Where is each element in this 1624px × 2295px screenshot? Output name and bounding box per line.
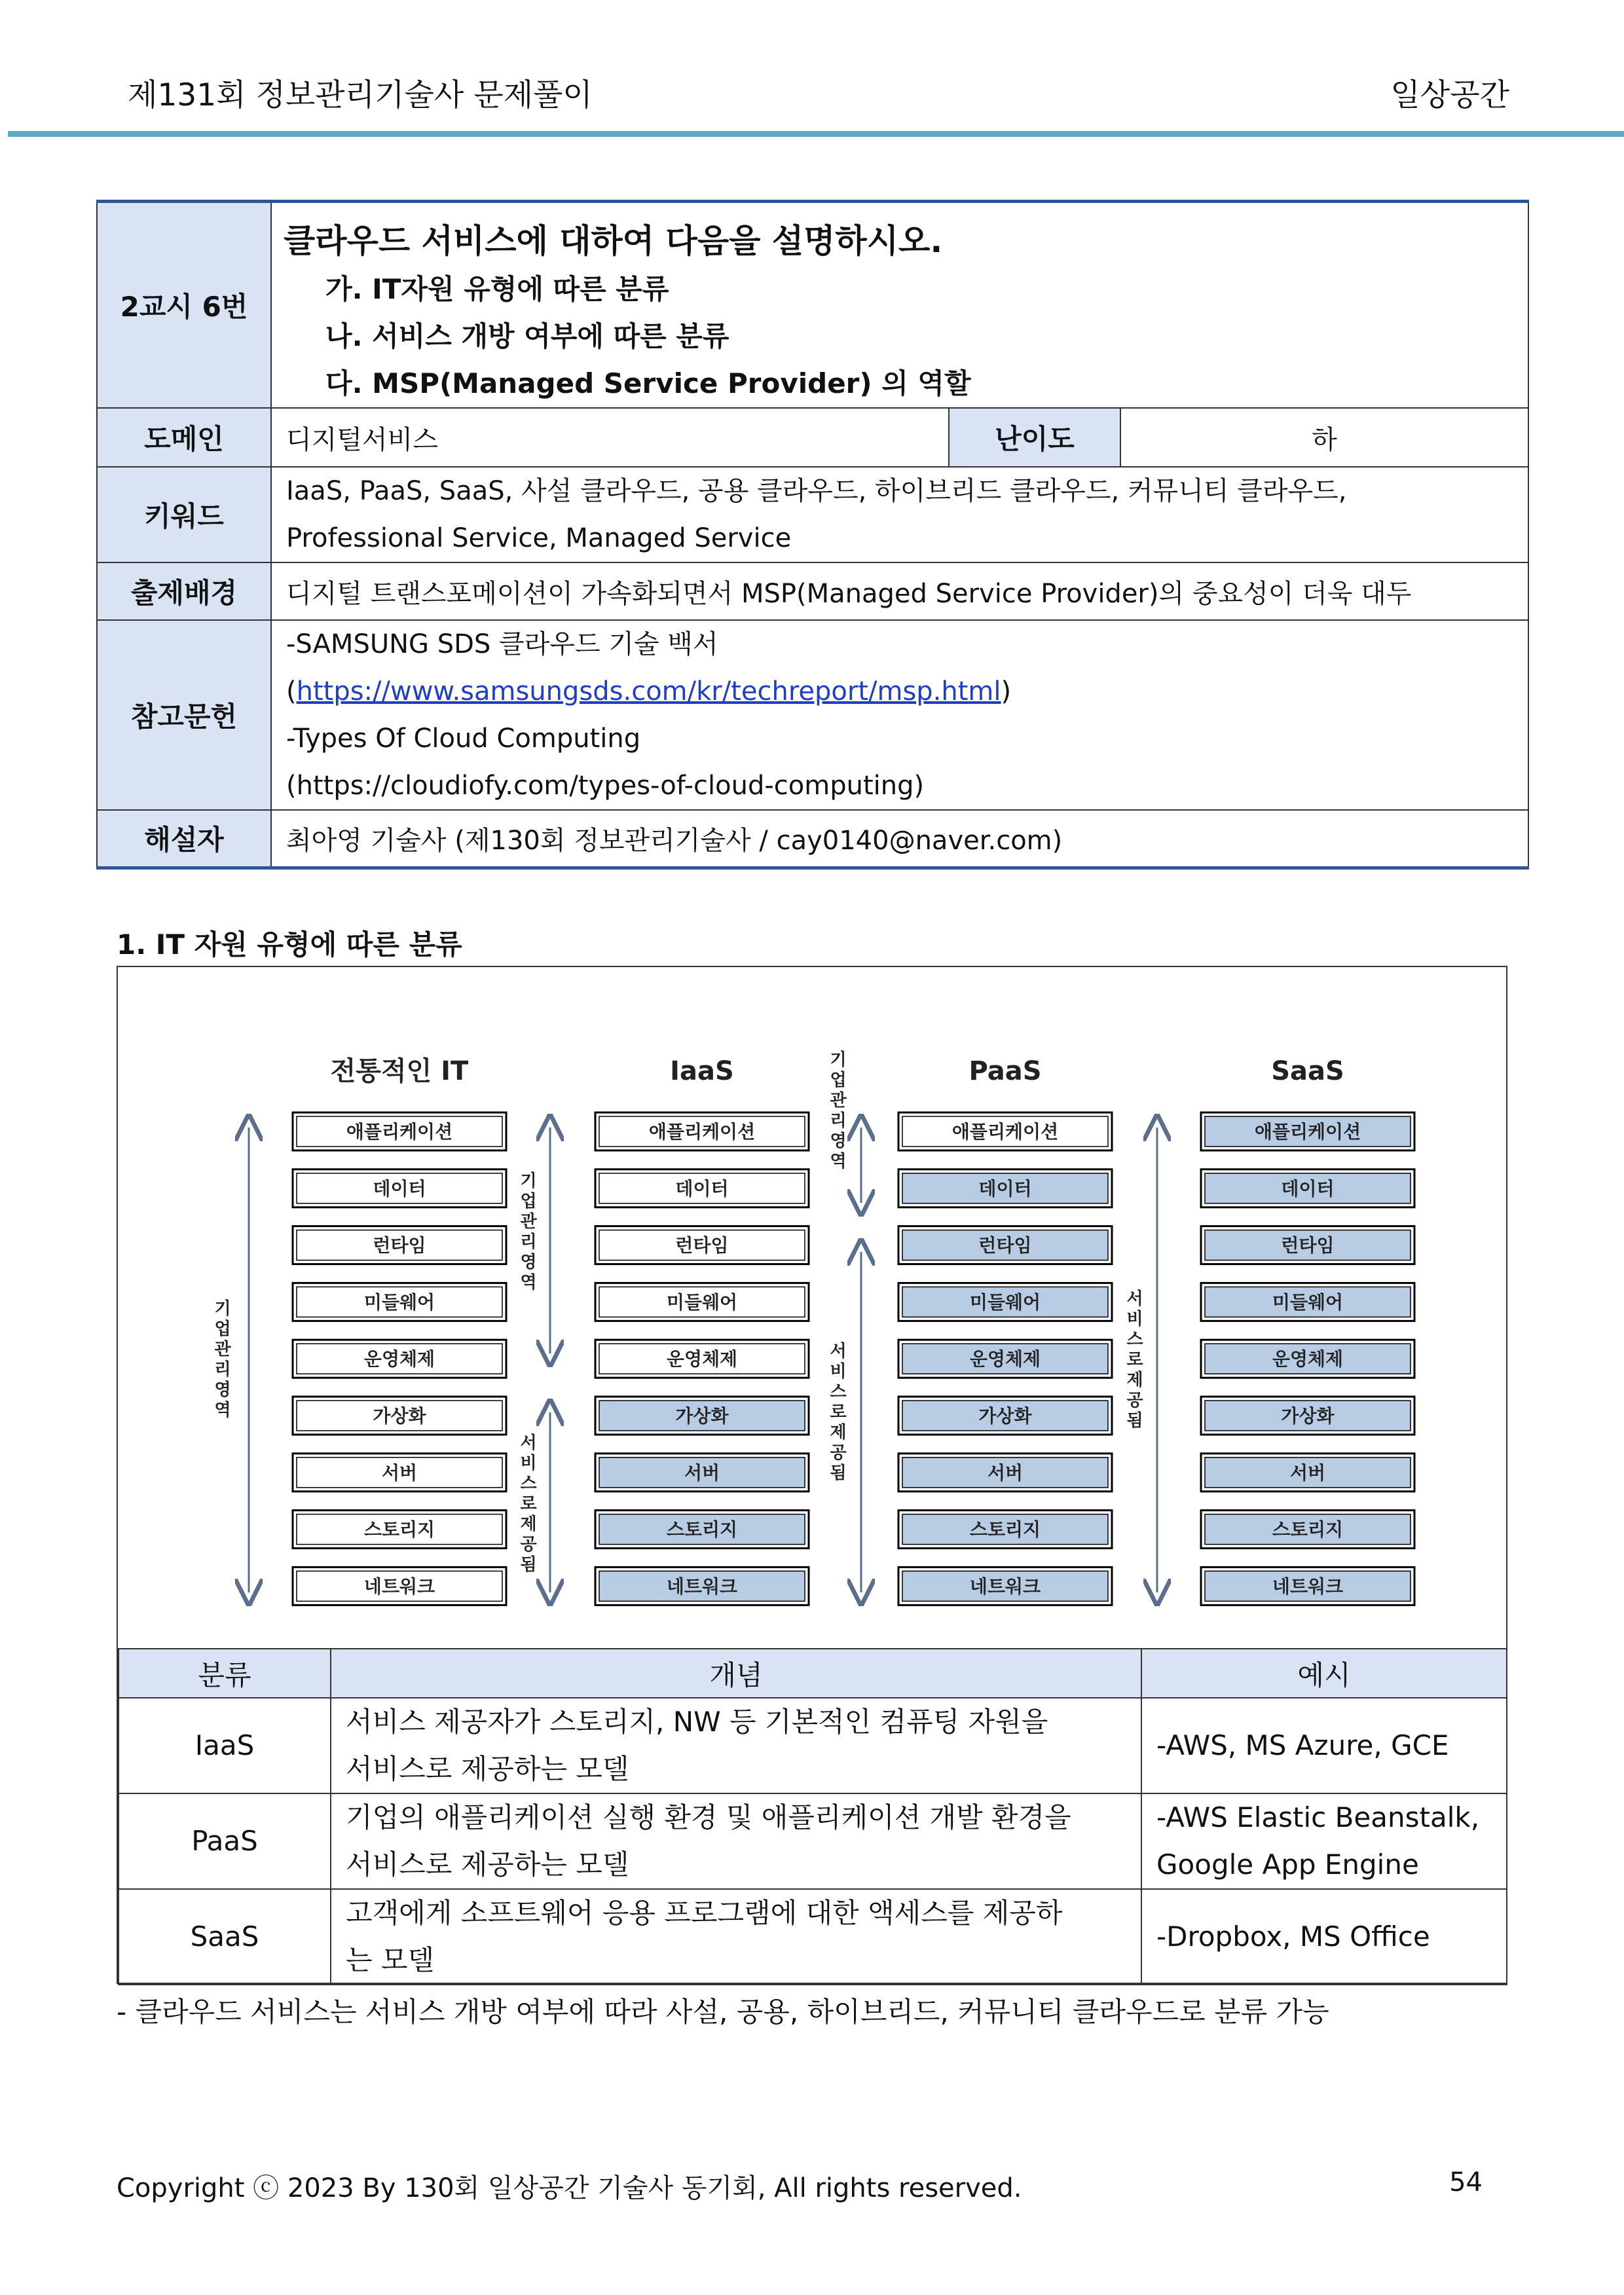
- question-info-table: [96, 200, 1529, 870]
- layer-box: [293, 1340, 506, 1378]
- example-cell: [1141, 1889, 1507, 1985]
- layer-label: 서버: [987, 1461, 1024, 1484]
- author-label: 해설자: [97, 810, 271, 868]
- layer-label: 스토리지: [363, 1518, 435, 1541]
- layer-label: 운영체제: [363, 1348, 435, 1370]
- example-line: -AWS Elastic Beanstalk,: [1156, 1801, 1480, 1833]
- layer-label: 미들웨어: [666, 1291, 738, 1313]
- layer-label: 스토리지: [969, 1518, 1041, 1541]
- layer-label: 운영체제: [1272, 1348, 1344, 1370]
- page-header: [128, 71, 1509, 113]
- keyword-line: IaaS, PaaS, SaaS, 사설 클라우드, 공용 클라우드, 하이브리드 클라우드, 커뮤니티 클라우드,: [286, 476, 1347, 506]
- note-text: - 클라우드 서비스는 서비스 개방 여부에 따라 사설, 공용, 하이브리드, 커뮤니티 클라우드로 분류 가능: [117, 1996, 1329, 2028]
- layer-box: [1201, 1226, 1414, 1264]
- header-divider: [8, 131, 1624, 137]
- example-line: Google App Engine: [1156, 1848, 1419, 1881]
- area-label: 기 업 관 리 영 역: [214, 1299, 231, 1420]
- layer-box: [293, 1169, 506, 1207]
- classification-frame: [117, 966, 1507, 1984]
- domain-value: 디지털서비스: [271, 408, 949, 467]
- layer-box: [898, 1112, 1112, 1150]
- layer-box: [595, 1454, 809, 1492]
- layer-box: [898, 1283, 1112, 1321]
- keyword-value: [271, 467, 1528, 562]
- page-number: 54: [1449, 2167, 1483, 2197]
- domain-label: 도메인: [97, 408, 271, 467]
- layer-label: 미들웨어: [1272, 1291, 1344, 1313]
- category-cell: PaaS: [119, 1793, 331, 1889]
- layer-box: [1201, 1112, 1414, 1150]
- layer-label: 애플리케이션: [951, 1121, 1059, 1143]
- layer-label: 스토리지: [666, 1518, 738, 1541]
- layer-box: [1201, 1283, 1414, 1321]
- layer-box: [293, 1112, 506, 1150]
- example-line: -AWS, MS Azure, GCE: [1156, 1729, 1449, 1761]
- concept-line: 고객에게 소프트웨어 응용 프로그램에 대한 액세스를 제공하: [346, 1897, 1063, 1929]
- layer-box: [595, 1397, 809, 1435]
- reference-value: [271, 620, 1528, 810]
- layer-box: [595, 1283, 809, 1321]
- area-label: 기 업 관 리 영 역: [520, 1171, 537, 1293]
- layer-box: [293, 1567, 506, 1605]
- area-label: 기 업 관 리 영 역: [830, 1050, 847, 1171]
- layer-label: 가상화: [373, 1405, 426, 1427]
- concept-line: 는 모델: [346, 1944, 435, 1976]
- layer-label: 네트워크: [666, 1575, 738, 1598]
- category-cell: SaaS: [119, 1889, 331, 1985]
- layer-box: [898, 1169, 1112, 1207]
- keyword-label: 키워드: [97, 467, 271, 562]
- column-heading: 전통적인 IT: [330, 1056, 469, 1086]
- area-label: 서 비 스 로 제 공 됨: [1126, 1289, 1143, 1431]
- layer-label: 서버: [684, 1461, 720, 1484]
- layer-box: [898, 1567, 1112, 1605]
- reference-label: 참고문헌: [97, 620, 271, 810]
- layer-box: [293, 1454, 506, 1492]
- keyword-line: Professional Service, Managed Service: [286, 523, 792, 553]
- layer-label: 데이터: [675, 1177, 729, 1200]
- brand-name: 일상공간: [1390, 77, 1509, 113]
- reference-title: -Types Of Cloud Computing: [286, 724, 641, 754]
- question-item: 다. MSP(Managed Service Provider) 의 역할: [325, 367, 971, 399]
- concept-line: 서비스로 제공하는 모델: [346, 1753, 629, 1785]
- layer-box: [595, 1567, 809, 1605]
- header-concept: 개념: [331, 1649, 1141, 1698]
- layer-label: 데이터: [373, 1177, 426, 1200]
- layer-label: 운영체제: [666, 1348, 738, 1370]
- question-title: 클라우드 서비스에 대하여 다음을 설명하시오.: [284, 222, 943, 260]
- layer-box: [595, 1340, 809, 1378]
- question-body: [271, 202, 1528, 409]
- layer-box: [293, 1511, 506, 1549]
- table-row: [119, 1698, 1507, 1793]
- cloud-service-model-diagram: [118, 967, 1506, 1648]
- layer-label: 애플리케이션: [1254, 1121, 1361, 1143]
- layer-box: [1201, 1567, 1414, 1605]
- layer-label: 미들웨어: [969, 1291, 1041, 1313]
- question-number: 2교시 6번: [97, 202, 271, 409]
- layer-label: 네트워크: [969, 1575, 1041, 1598]
- concept-cell: [331, 1698, 1141, 1793]
- category-cell: IaaS: [119, 1698, 331, 1793]
- difficulty-value: 하: [1120, 408, 1528, 467]
- paren: ): [1001, 676, 1012, 707]
- author-value: 최아영 기술사 (제130회 정보관리기술사 / cay0140@naver.com): [271, 810, 1528, 868]
- layer-box: [898, 1397, 1112, 1435]
- section-title: 1. IT 자원 유형에 따른 분류: [117, 928, 462, 961]
- document-title: 제131회 정보관리기술사 문제풀이: [128, 77, 593, 113]
- header-example: 예시: [1141, 1649, 1507, 1698]
- table-row: [119, 1889, 1507, 1985]
- layer-label: 런타임: [675, 1234, 729, 1257]
- layer-label: 런타임: [1281, 1234, 1335, 1257]
- question-item: 가. IT자원 유형에 따른 분류: [325, 273, 669, 305]
- example-cell: [1141, 1793, 1507, 1889]
- layer-box: [1201, 1454, 1414, 1492]
- layer-label: 미들웨어: [363, 1291, 435, 1313]
- layer-label: 애플리케이션: [346, 1121, 453, 1143]
- column-heading: IaaS: [670, 1056, 734, 1086]
- column-heading: SaaS: [1271, 1056, 1344, 1086]
- layer-box: [595, 1112, 809, 1150]
- layer-box: [1201, 1340, 1414, 1378]
- layer-label: 런타임: [978, 1234, 1032, 1257]
- area-label: 서 비 스 로 제 공 됨: [520, 1433, 537, 1575]
- layer-label: 가상화: [1281, 1405, 1335, 1427]
- difficulty-label: 난이도: [949, 408, 1120, 467]
- background-value: 디지털 트랜스포메이션이 가속화되면서 MSP(Managed Service Provider)의 중요성이 더욱 대두: [271, 562, 1528, 620]
- layer-label: 운영체제: [969, 1348, 1041, 1370]
- layer-box: [898, 1511, 1112, 1549]
- example-line: -Dropbox, MS Office: [1156, 1920, 1430, 1953]
- header-category: 분류: [119, 1649, 331, 1698]
- question-item: 나. 서비스 개방 여부에 따른 분류: [325, 320, 729, 352]
- concept-cell: [331, 1793, 1141, 1889]
- layer-box: [293, 1397, 506, 1435]
- layer-label: 스토리지: [1272, 1518, 1344, 1541]
- layer-box: [293, 1283, 506, 1321]
- samsungsds-link[interactable]: https://www.samsungsds.com/kr/techreport/msp.html: [296, 676, 1001, 707]
- reference-url: (https://cloudiofy.com/types-of-cloud-computing): [286, 771, 925, 801]
- reference-link-line: [286, 668, 1528, 715]
- concept-table: [118, 1648, 1507, 1985]
- layer-box: [898, 1340, 1112, 1378]
- concept-line: 서비스 제공자가 스토리지, NW 등 기본적인 컴퓨팅 자원을: [346, 1706, 1048, 1738]
- area-label: 서 비 스 로 제 공 됨: [830, 1342, 847, 1483]
- layer-label: 서버: [1289, 1461, 1326, 1484]
- layer-box: [595, 1169, 809, 1207]
- layer-label: 네트워크: [363, 1575, 435, 1598]
- layer-label: 가상화: [978, 1405, 1032, 1427]
- example-cell: [1141, 1698, 1507, 1793]
- layer-box: [1201, 1511, 1414, 1549]
- layer-label: 데이터: [978, 1177, 1032, 1200]
- layer-label: 네트워크: [1272, 1575, 1344, 1598]
- concept-line: 서비스로 제공하는 모델: [346, 1848, 629, 1881]
- layer-label: 가상화: [675, 1405, 729, 1427]
- layer-box: [293, 1226, 506, 1264]
- layer-box: [595, 1226, 809, 1264]
- layer-box: [1201, 1397, 1414, 1435]
- layer-label: 런타임: [373, 1234, 426, 1257]
- layer-box: [898, 1454, 1112, 1492]
- copyright: Copyright ⓒ 2023 By 130회 일상공간 기술사 동기회, All rights reserved.: [117, 2173, 1022, 2203]
- layer-box: [898, 1226, 1112, 1264]
- layer-label: 서버: [381, 1461, 418, 1484]
- reference-title: -SAMSUNG SDS 클라우드 기술 백서: [286, 629, 718, 659]
- layer-box: [595, 1511, 809, 1549]
- table-row: [119, 1793, 1507, 1889]
- column-heading: PaaS: [969, 1056, 1042, 1086]
- layer-box: [1201, 1169, 1414, 1207]
- background-label: 출제배경: [97, 562, 271, 620]
- layer-label: 애플리케이션: [648, 1121, 756, 1143]
- concept-cell: [331, 1889, 1141, 1985]
- concept-line: 기업의 애플리케이션 실행 환경 및 애플리케이션 개발 환경을: [346, 1801, 1071, 1833]
- layer-label: 데이터: [1281, 1177, 1335, 1200]
- paren: (: [286, 676, 297, 707]
